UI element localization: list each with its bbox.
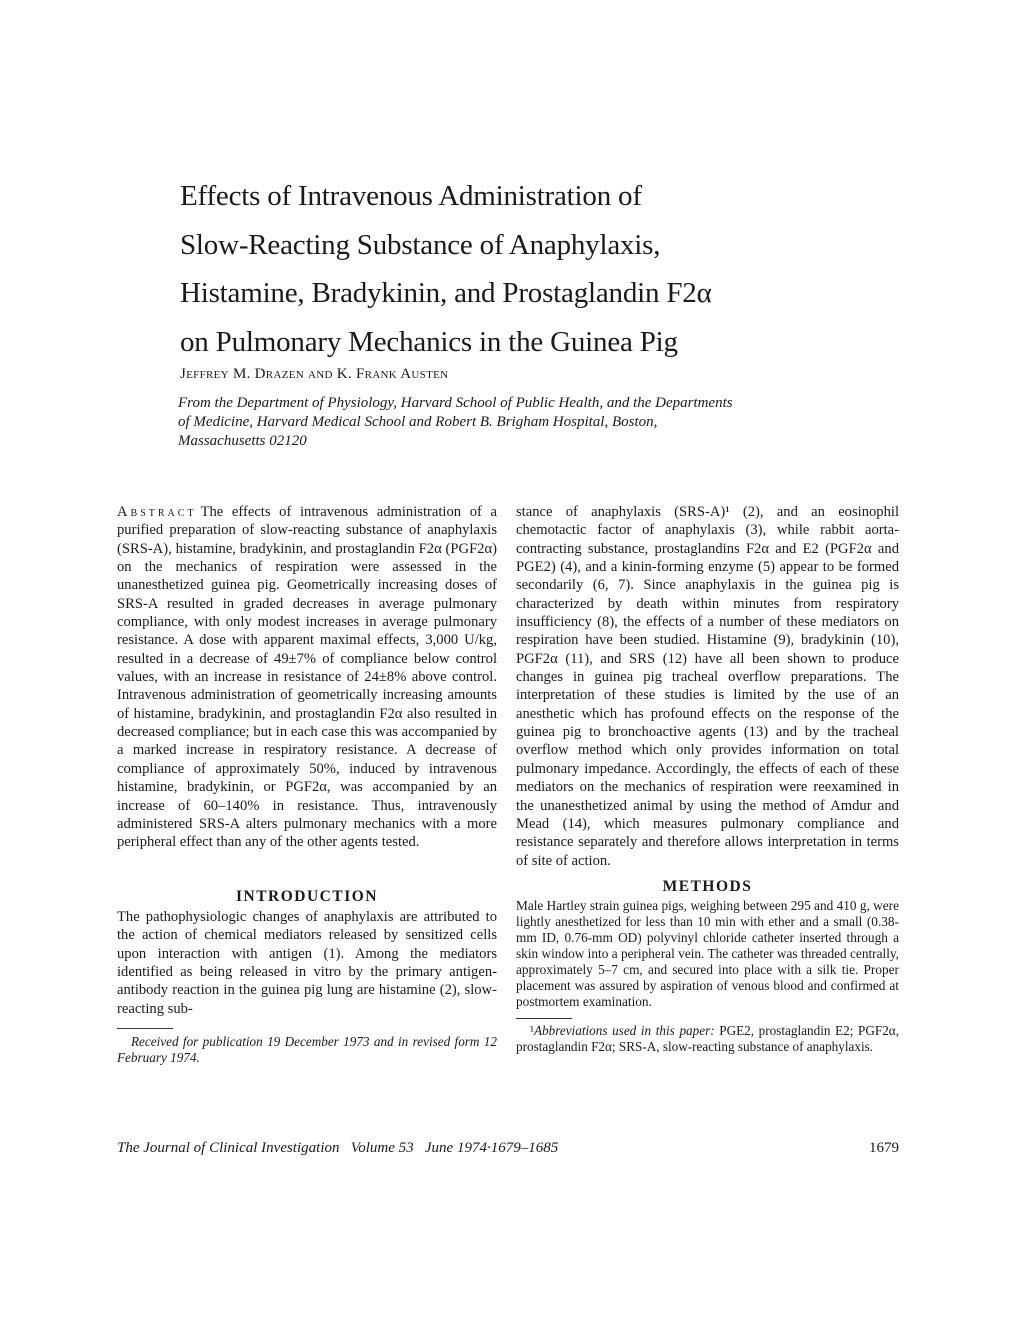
title-line-3: Histamine, Bradykinin, and Prostaglandin F2α — [180, 277, 712, 309]
abstract-text: The effects of intravenous administration of a purified preparation of slow-reacting substance of anaphylaxis (SRS-A), histamine, bradykinin, and prostaglandin F2α (PGF2α) on the mechanics of respiration were assessed in the unanesthetized guinea pig. Geometrically increasing doses of SRS-A resulted in graded decreases in average pulmonary compliance, with only modest increases in average pulmonary resistance. A dose with apparent maximal effects, 3,000 U/kg, resulted in a decrease of 49±7% of compliance below control values, with an increase in resistance of 24±8% above control. Intravenous administration of geometrically increasing amounts of histamine, bradykinin, and prostaglandin F2α also resulted in decreased compliance; but in each case this was accompanied by a marked increase in respiratory resistance. A decrease of compliance of approximately 50%, induced by intravenous histamine, bradykinin, or PGF2α, was accompanied by an increase of 60–140% in resistance. Thus, intravenously administered SRS-A alters pulmonary mechanics with a more peripheral effect than any of the other agents tested. — [117, 504, 497, 851]
methods-heading: METHODS — [662, 877, 753, 895]
methods-text: Male Hartley strain guinea pigs, weighing between 295 and 410 g, were lightly anesthetized for less than 10 min with ether and a small (0.38-mm ID, 0.76-mm OD) polyvinyl chloride catheter inserted through a skin window into a peripheral vein. The catheter was threaded centrally, approximately 5–7 cm, and secured into place with a silk tie. Proper placement was assured by aspiration of venous blood and confirmed at postmortem examination. — [516, 898, 899, 1009]
journal-citation: The Journal of Clinical Investigation Volume 53 June 1974·1679–1685 — [117, 1140, 559, 1156]
page-footer — [117, 1140, 899, 1157]
title-line-4: on Pulmonary Mechanics in the Guinea Pig — [180, 325, 678, 358]
footnote-label: Abbreviations used in this paper: — [533, 1022, 715, 1038]
abbreviations-footnote — [516, 1023, 899, 1055]
introduction-text: The pathophysiologic changes of anaphylaxis are attributed to the action of chemical mediators released by sensitized cells upon interaction with antigen (1). Among the mediators identified as being released in vitro by the primary antigen-antibody reaction in the guinea pig lung are histamine (2), slow-reacting sub- — [117, 908, 497, 1017]
title-line-2: Slow-Reacting Substance of Anaphylaxis, — [180, 228, 661, 261]
footnote-divider-right — [516, 1018, 572, 1019]
abstract-label: Abstract — [117, 504, 197, 520]
article-title — [180, 172, 880, 366]
footnote-text: PGE2, prostaglandin E2; PGF2α, prostaglandin F2α; SRS-A, slow-reacting substance of anaphylaxis. — [516, 1022, 899, 1054]
author-list: Jeffrey M. Drazen and K. Frank Austen — [180, 366, 449, 382]
introduction-continuation: stance of anaphylaxis (SRS-A)¹ (2), and an eosinophil chemotactic factor of anaphylaxis (3), while rabbit aorta-contracting substance, prostaglandins F2α and E2 (PGF2α and PGE2) (4), and a kinin-forming enzyme (5) appear to be formed secondarily (6, 7). Since anaphylaxis in the guinea pig is characterized by death within minutes from respiratory insufficiency (8), the effects of a number of these mediators on respiration have been studied. Histamine (9), bradykinin (10), PGF2α (11), and SRS (12) have all been shown to produce changes in guinea pig tracheal overflow preparations. The interpretation of these studies is limited by the use of an anesthetic which has profound effects on the response of the guinea pig to bronchoactive agents (13) and by the tracheal overflow method which only provides information on total pulmonary impedance. Accordingly, the effects of each of these mediators on the mechanics of respiration were reexamined in the unanesthetized animal by using the method of Amdur and Mead (14), which measures pulmonary compliance and resistance separately and therefore allows interpretation in terms of site of action. — [516, 504, 899, 869]
abstract — [117, 503, 497, 852]
page-number: 1679 — [869, 1140, 899, 1156]
affiliation: From the Department of Physiology, Harvard School of Public Health, and the Departments of Medicine, Harvard Medical School and Robert B. Brigham Hospital, Boston, Massachusetts 02120 — [178, 395, 733, 449]
left-column — [117, 503, 497, 1066]
right-column — [516, 503, 899, 1055]
footnote-marker: ¹ — [530, 1022, 534, 1038]
introduction-heading: INTRODUCTION — [235, 887, 378, 905]
footnote-divider — [117, 1028, 173, 1029]
title-line-1: Effects of Intravenous Administration of — [180, 180, 642, 212]
received-note: Received for publication 19 December 1973 and in revised form 12 February 1974. — [117, 1033, 497, 1065]
